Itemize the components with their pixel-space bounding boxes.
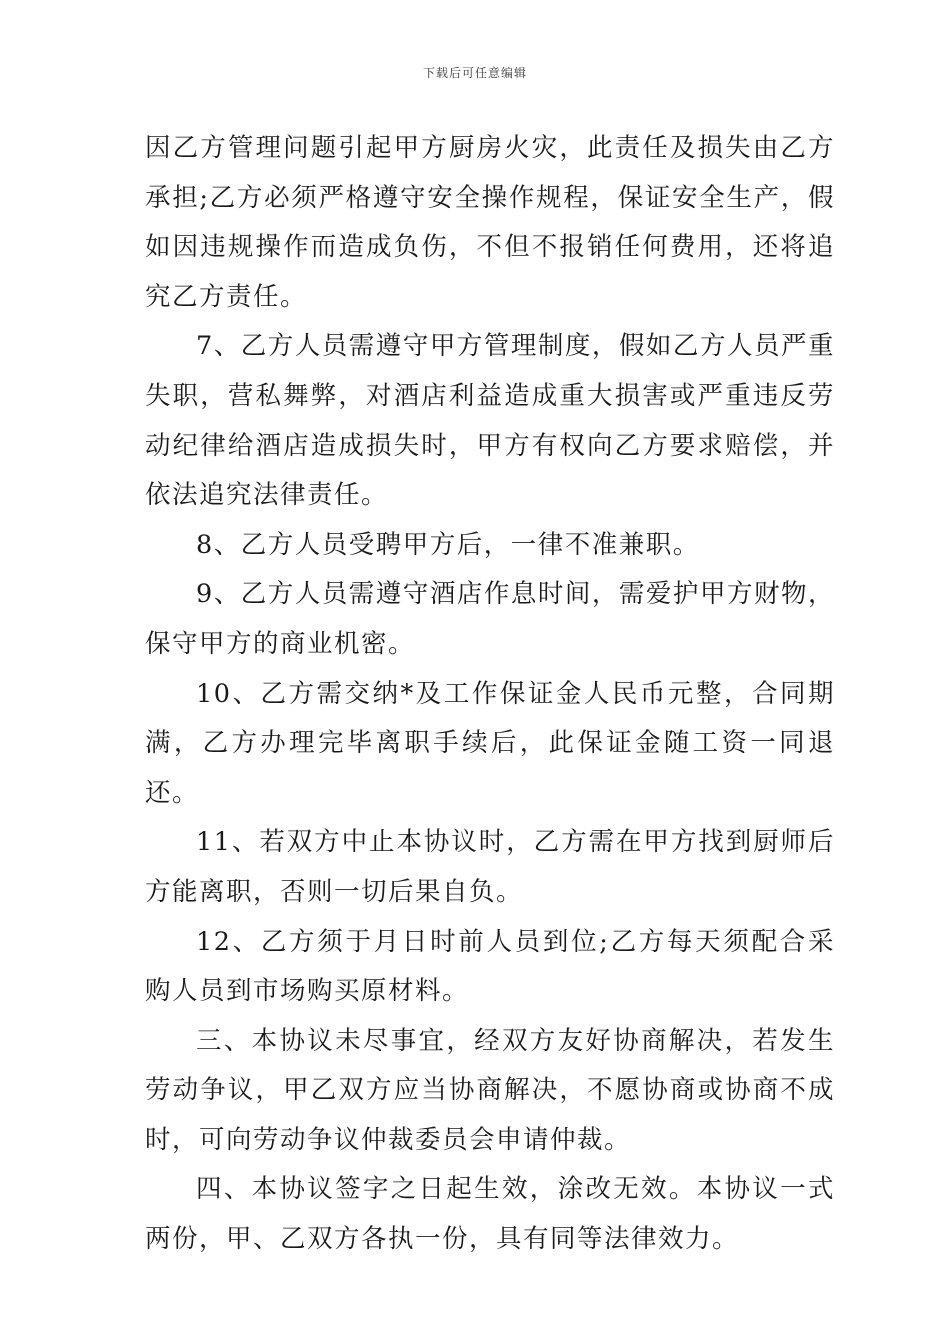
paragraph-clause-9: 9、乙方人员需遵守酒店作息时间，需爱护甲方财物，保守甲方的商业机密。 bbox=[145, 579, 835, 659]
page-header: 下载后可任意编辑 bbox=[422, 66, 527, 80]
document-body bbox=[145, 124, 835, 1265]
paragraph-clause-12: 12、乙方须于月日时前人员到位;乙方每天须配合采购人员到市场购买原材料。 bbox=[145, 926, 835, 1007]
paragraph-fire-liability: 因乙方管理问题引起甲方厨房火灾，此责任及损失由乙方承担;乙方必须严格遵守安全操作规程，保证安全生产，假如因违规操作而造成负伤，不但不报销任何费用，还将追究乙方责任。 bbox=[145, 133, 835, 312]
paragraph-clause-7: 7、乙方人员需遵守甲方管理制度，假如乙方人员严重失职，营私舞弊，对酒店利益造成重大损害或严重违反劳动纪律给酒店造成损失时，甲方有权向乙方要求赔偿，并依法追究法律责任。 bbox=[145, 331, 835, 511]
paragraph-section-4: 四、本协议签字之日起生效，涂改无效。本协议一式两份，甲、乙双方各执一份，具有同等法律效力。 bbox=[145, 1174, 835, 1255]
paragraph-clause-11: 11、若双方中止本协议时，乙方需在甲方找到厨师后方能离职，否则一切后果自负。 bbox=[145, 827, 835, 907]
paragraph-section-3: 三、本协议未尽事宜，经双方友好协商解决，若发生劳动争议，甲乙双方应当协商解决，不愿协商或协商不成时，可向劳动争议仲裁委员会申请仲裁。 bbox=[145, 1025, 835, 1155]
paragraph-clause-10: 10、乙方需交纳*及工作保证金人民币元整，合同期满，乙方办理完毕离职手续后，此保证金随工资一同退还。 bbox=[145, 678, 835, 808]
paragraph-clause-8: 8、乙方人员受聘甲方后，一律不准兼职。 bbox=[196, 529, 700, 560]
